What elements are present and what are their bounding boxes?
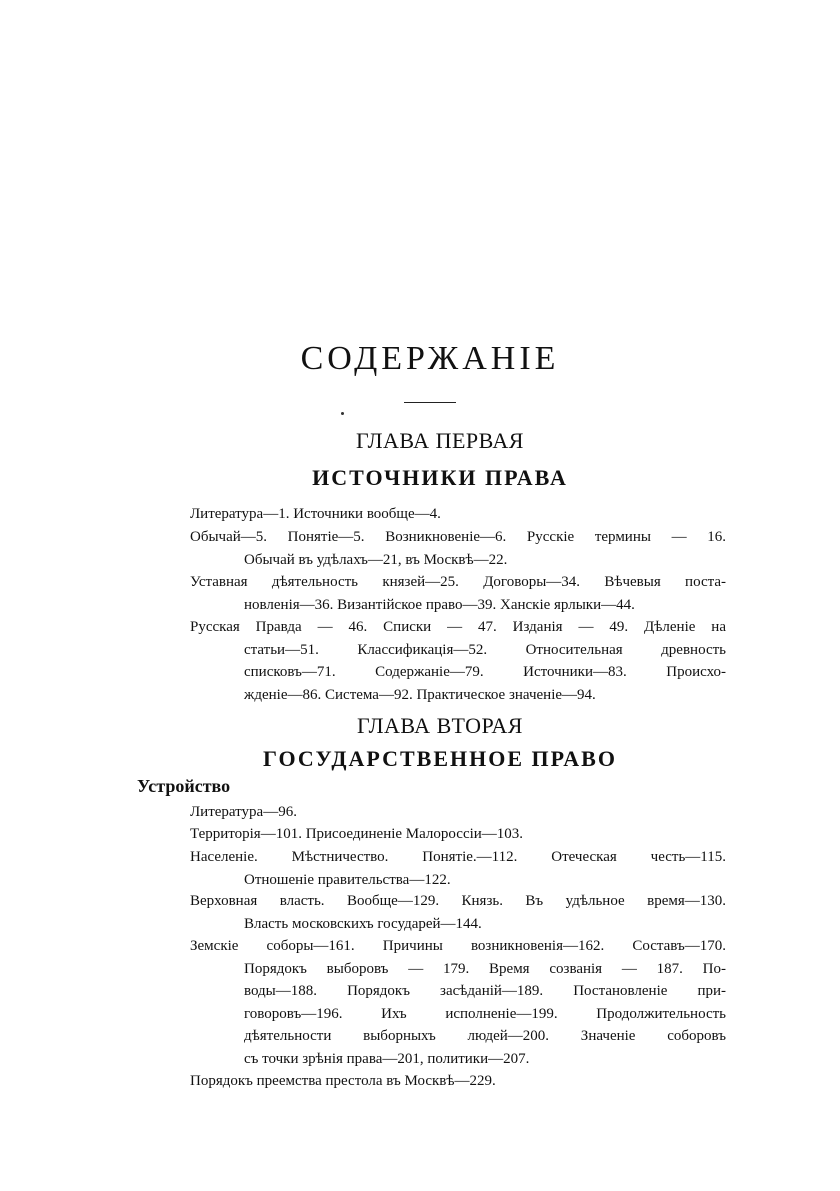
- chapter-1-label: ГЛАВА ПЕРВАЯ: [356, 428, 524, 453]
- toc-entry: [190, 935, 726, 1070]
- toc-entry: [190, 571, 726, 616]
- entry-line: Населеніе. Мѣстничество. Понятіе.—112. Отеческая честь—115.: [190, 849, 726, 865]
- toc-entry: [190, 616, 726, 706]
- entry-line: Земскіе соборы—161. Причины возникновенія—162. Составъ—170.: [190, 938, 726, 954]
- chapter-2-title: ГОСУДАРСТВЕННОЕ ПРАВО: [263, 746, 617, 771]
- entry-line: статьи—51. Классификація—52. Относительная древность: [244, 641, 726, 658]
- title-divider: [404, 402, 456, 403]
- chapter-1-title: ИСТОЧНИКИ ПРАВА: [312, 465, 568, 490]
- entry-line: Власть московскихъ государей—144.: [244, 915, 482, 932]
- toc-entry: [190, 526, 726, 571]
- toc-entry: [190, 801, 726, 824]
- entry-line: Обычай въ удѣлахъ—21, въ Москвѣ—22.: [244, 551, 508, 568]
- entry-line: Уставная дѣятельность князей—25. Договоры—34. Вѣчевыя поста-: [190, 574, 726, 590]
- entry-line: новленія—36. Византійское право—39. Ханскіе ярлыки—44.: [244, 596, 635, 613]
- entry-line: говоровъ—196. Ихъ исполненіе—199. Продолжительность: [244, 1005, 726, 1022]
- entry-line: Литература—1. Источники вообще—4.: [190, 506, 441, 522]
- entry-line: Порядокъ преемства престола въ Москвѣ—229.: [190, 1073, 496, 1089]
- entry-line: Территорія—101. Присоединеніе Малороссіи—103.: [190, 826, 524, 842]
- toc-entry: [190, 846, 726, 891]
- entry-line: Порядокъ выборовъ — 179. Время созванія — 187. По-: [244, 960, 726, 977]
- entry-line: съ точки зрѣнія права—201, политики—207.: [244, 1050, 530, 1067]
- entry-line: Обычай—5. Понятіе—5. Возникновеніе—6. Русскіе термины — 16.: [190, 529, 726, 545]
- toc-entry: [190, 1070, 726, 1093]
- entry-line: Литература—96.: [190, 804, 297, 820]
- toc-entry: [190, 503, 726, 526]
- entry-line: Русская Правда — 46. Списки — 47. Изданія — 49. Дѣленіе на: [190, 619, 726, 635]
- entry-line: списковъ—71. Содержаніе—79. Источники—83. Происхо-: [244, 664, 726, 680]
- ink-speck: [341, 412, 344, 415]
- entry-line: Отношеніе правительства—122.: [244, 871, 451, 888]
- chapter-2-label: ГЛАВА ВТОРАЯ: [357, 713, 523, 738]
- toc-entry: [190, 823, 726, 846]
- section-heading: Устройство: [137, 776, 231, 796]
- toc-entry: [190, 890, 726, 935]
- entry-line: жденіе—86. Система—92. Практическое значеніе—94.: [244, 686, 596, 703]
- page-title: СОДЕРЖАНIЕ: [300, 340, 560, 377]
- entry-line: воды—188. Порядокъ засѣданій—189. Постановленіе при-: [244, 983, 726, 999]
- entry-line: дѣятельности выборныхъ людей—200. Значеніе соборовъ: [244, 1028, 726, 1044]
- entry-line: Верховная власть. Вообще—129. Князь. Въ удѣльное время—130.: [190, 893, 726, 909]
